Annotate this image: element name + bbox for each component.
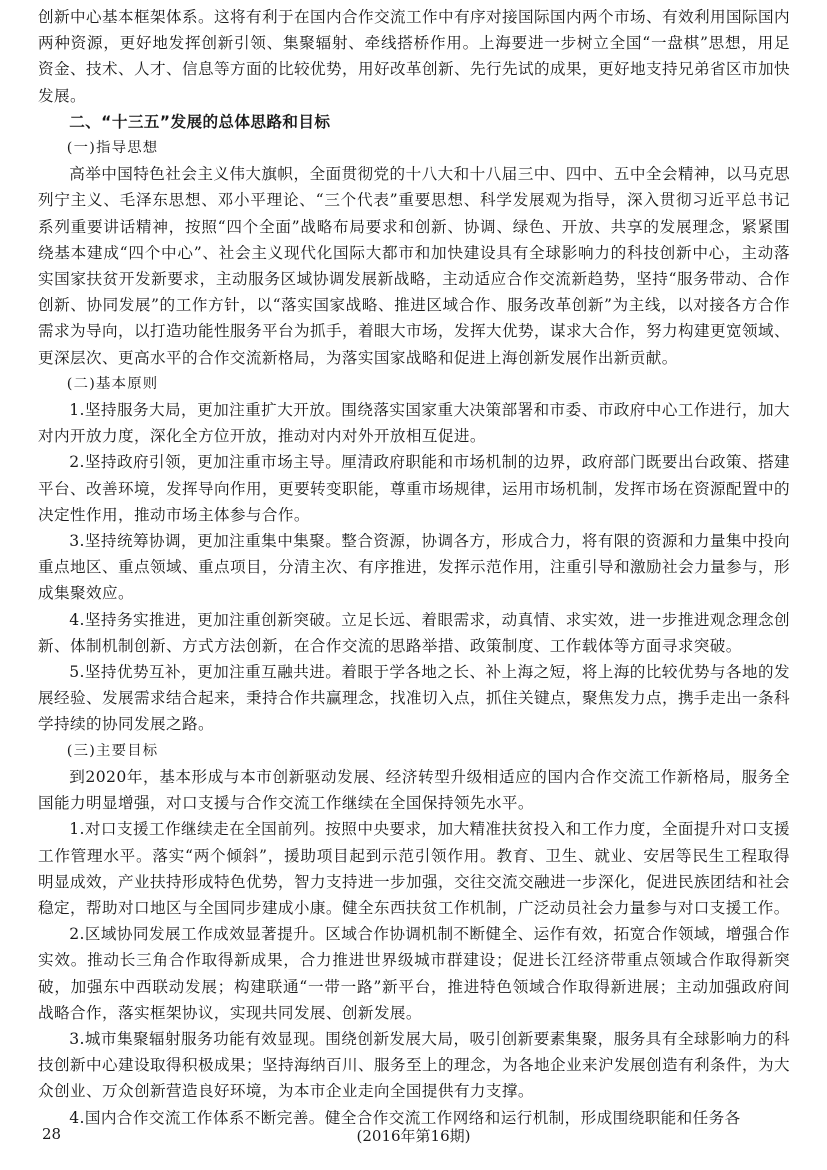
principle-item: 4.坚持务实推进，更加注重创新突破。立足长远、着眼需求，动真情、求实效，进一步推进观念理念创新、体制机制创新、方式方法创新，在合作交流的思路举措、政策制度、工作载体等方面寻求突破。 [38,610,790,655]
issue-label: (2016年第16期) [356,1127,471,1145]
paragraph-guiding-ideology: 高举中国特色社会主义伟大旗帜，全面贯彻党的十八大和十八届三中、四中、五中全会精神，以马克思列宁主义、毛泽东思想、邓小平理论、“三个代表”重要思想、科学发展观为指导，深入贯彻习近平总书记系列重要讲话精神，按照“四个全面”战略布局要求和创新、协调、绿色、开放、共享的发展理念，紧紧围绕基本建成“四个中心”、社会主义现代化国际大都市和加快建设具有全球影响力的科技创新中心，主动落实国家扶贫开发新要求，主动服务区域协调发展新战略，主动适应合作交流新趋势，坚持“服务带动、合作创新、协同发展”的工作方针，以“落实国家战略、推进区域合作、服务改革创新”为主线，以对接各方合作需求为导向，以打造功能性服务平台为抓手，着眼大市场，发挥大优势，谋求大合作，努力构建更宽领域、更深层次、更高水平的合作交流新格局，为落实国家战略和促进上海创新发展作出新贡献。 [38,165,790,367]
goal-item: 1.对口支援工作继续走在全国前列。按照中央要求，加大精准扶贫投入和工作力度，全面提升对口支援工作管理水平。落实“两个倾斜”，援助项目起到示范引领作用。教育、卫生、就业、安居等民生工程取得明显成效，产业扶持形成特色优势，智力支持进一步加强，交往交流交融进一步深化，促进民族团结和社会稳定，帮助对口地区与全国同步建成小康。健全东西扶贫工作机制，广泛动员社会力量参与对口支援工作。 [38,820,790,917]
goal-item: 3.城市集聚辐射服务功能有效显现。围绕创新发展大局，吸引创新要素集聚，服务具有全球影响力的科技创新中心建设取得积极成果；坚持海纳百川、服务至上的理念，为各地企业来沪发展创造有利条件，为大众创业、万众创新营造良好环境，为本市企业走向全国提供有力支撑。 [38,1029,790,1101]
paragraph-intro-continuation: 创新中心基本框架体系。这将有利于在国内合作交流工作中有序对接国际国内两个市场、有效利用国际国内两种资源，更好地发挥创新引领、集聚辐射、牵线搭桥作用。上海要进一步树立全国“一盘棋”思想，用足资金、技术、人才、信息等方面的比较优势，用好改革创新、先行先试的成果，更好地支持兄弟省区市加快发展。 [38,8,790,105]
page-number: 28 [42,1125,62,1143]
subheading-basic-principles: (二)基本原则 [66,375,159,392]
subheading-main-goals: (三)主要目标 [66,742,159,759]
principle-item: 1.坚持服务大局，更加注重扩大开放。围绕落实国家重大决策部署和市委、市政府中心工作进行，加大对内开放力度，深化全方位开放，推动对内对外开放相互促进。 [38,401,790,446]
goal-item: 4.国内合作交流工作体系不断完善。健全合作交流工作网络和运行机制，形成围绕职能和任务各 [69,1108,741,1127]
principle-item: 2.坚持政府引领，更加注重市场主导。厘清政府职能和市场机制的边界，政府部门既要出台政策、搭建平台、改善环境，发挥导向作用，更要转变职能，尊重市场规律，运用市场机制，发挥市场在资源配置中的决定性作用，推动市场主体参与合作。 [38,453,790,524]
subheading-guiding-ideology: (一)指导思想 [66,140,159,157]
paragraph-goals-intro: 到2020年，基本形成与本市创新驱动发展、经济转型升级相适应的国内合作交流工作新格局，服务全国能力明显增强，对口支援与合作交流工作继续在全国保持领先水平。 [38,767,790,813]
goal-item: 2.区域协同发展工作成效显著提升。区域合作协调机制不断健全、运作有效，拓宽合作领域，增强合作实效。推动长三角合作取得新成果，合力推进世界级城市群建设；促进长江经济带重点领域合作取得新突破，加强东中西联动发展；构建联通“一带一路”新平台，推进特色领域合作取得新进展；主动加强政府间战略合作，落实框架协议，实现共同发展、创新发展。 [38,925,790,1022]
document-body [38,4,790,1131]
principle-item: 3.坚持统筹协调，更加注重集中集聚。整合资源，协调各方，形成合力，将有限的资源和力量集中投向重点地区、重点领域、重点项目，分清主次、有序推进，发挥示范作用，注重引导和激励社会力量参与，形成集聚效应。 [38,532,790,603]
section-heading-2: 二、“十三五”发展的总体思路和目标 [69,112,331,131]
principle-item: 5.坚持优势互补，更加注重互融共进。着眼于学各地之长、补上海之短，将上海的比较优势与各地的发展经验、发展需求结合起来，秉持合作共赢理念，找准切入点，抓住关键点，聚焦发力点，携手走出一条科学持续的协同发展之路。 [38,663,790,734]
